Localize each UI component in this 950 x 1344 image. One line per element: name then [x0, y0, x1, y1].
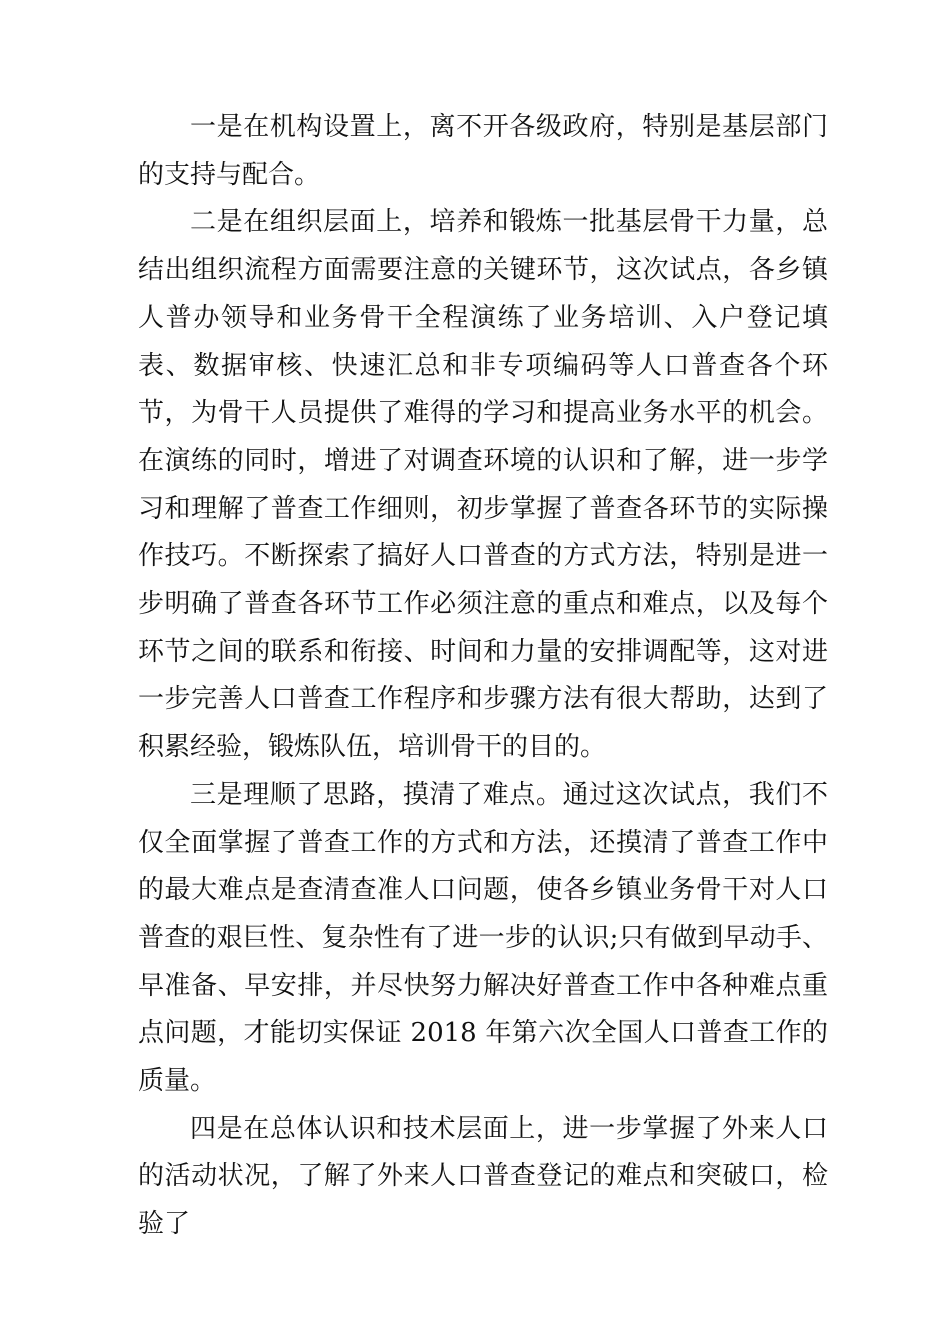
paragraph-1: 一是在机构设置上，离不开各级政府，特别是基层部门的支持与配合。	[138, 112, 828, 190]
paragraph-2: 二是在组织层面上，培养和锻炼一批基层骨干力量，总结出组织流程方面需要注意的关键环节，这次试点，各乡镇人普办领导和业务骨干全程演练了业务培训、入户登记填表、数据审核、快速汇总和非专项编码等人口普查各个环节，为骨干人员提供了难得的学习和提高业务水平的机会。在演练的同时，增进了对调查环境的认识和了解，进一步学习和理解了普查工作细则，初步掌握了普查各环节的实际操作技巧。不断探索了搞好人口普查的方式方法，特别是进一步明确了普查各环节工作必须注意的重点和难点，以及每个环节之间的联系和衔接、时间和力量的安排调配等，这对进一步完善人口普查工作程序和步骤方法有很大帮助，达到了积累经验，锻炼队伍，培训骨干的目的。	[138, 207, 828, 763]
paragraph-4: 四是在总体认识和技术层面上，进一步掌握了外来人口的活动状况，了解了外来人口普查登记的难点和突破口，检验了	[138, 1113, 828, 1240]
paragraph-3: 三是理顺了思路，摸清了难点。通过这次试点，我们不仅全面掌握了普查工作的方式和方法，还摸清了普查工作中的最大难点是查清查准人口问题，使各乡镇业务骨干对人口普查的艰巨性、复杂性有了进一步的认识;只有做到早动手、早准备、早安排，并尽快努力解决好普查工作中各种难点重点问题，才能切实保证 2018 年第六次全国人口普查工作的质量。	[138, 779, 828, 1097]
document-body	[138, 104, 828, 1249]
